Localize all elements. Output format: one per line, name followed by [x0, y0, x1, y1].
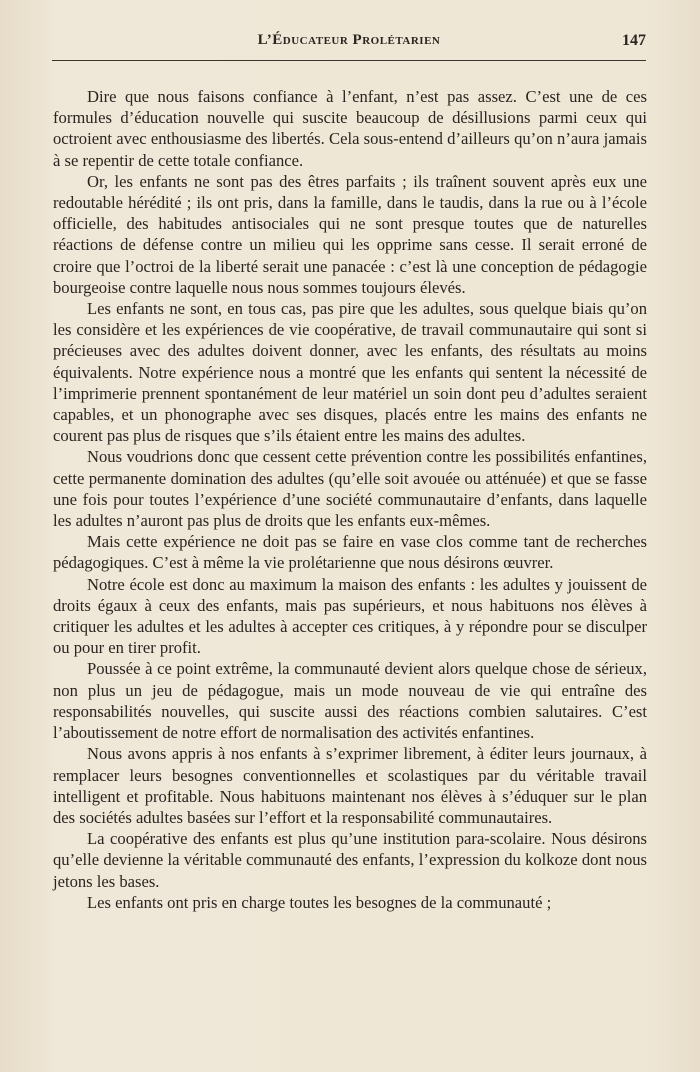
paragraph: Poussée à ce point extrême, la communauté devient alors quelque chose de sérieux, non plus un jeu de pédagogue, mais un mode nouveau de vie qui entraîne des responsabilités nouvelles, qui suscite aussi des réactions combien salutaires. C’est l’aboutissement de notre effort de normalisation des activités enfantines.: [53, 659, 647, 743]
paragraph: Nous voudrions donc que cessent cette prévention contre les possibilités enfantines, cette permanente domination des adultes (qu’elle soit avouée ou atténuée) et que se fasse une fois pour toutes l’expérience d’une société communautaire d’enfants, dans laquelle les adultes n’auront pas plus de droits que les enfants eux-mêmes.: [53, 447, 647, 531]
paragraph: Nous avons appris à nos enfants à s’exprimer librement, à éditer leurs journaux, à remplacer leurs besognes conventionnelles et scolastiques par du véritable travail intelligent et profitable. Nous habituons maintenant nos élèves à s’éduquer sur le plan des sociétés adultes basées sur l’effort et la responsabilité communautaires.: [53, 744, 647, 827]
running-header: [52, 30, 646, 61]
paragraph: Dire que nous faisons confiance à l’enfant, n’est pas assez. C’est une de ces formules d’éducation nouvelle qui suscite beaucoup de désillusions parmi ceux qui octroient avec enthousiasme des libertés. Cela sous-entend d’ailleurs qu’on n’aura jamais à se repentir de cette totale confiance.: [53, 87, 647, 170]
paragraph: La coopérative des enfants est plus qu’une institution para-scolaire. Nous désirons qu’elle devienne la véritable communauté des enfants, l’expression du kolkoze dont nous jetons les bases.: [53, 829, 647, 891]
page-number: 147: [622, 32, 646, 49]
paragraph: Les enfants ont pris en charge toutes les besognes de la communauté ;: [87, 892, 552, 912]
paragraph: Mais cette expérience ne doit pas se faire en vase clos comme tant de recherches pédagogiques. C’est à même la vie prolétarienne que nous désirons œuvrer.: [53, 532, 647, 573]
paragraph: Les enfants ne sont, en tous cas, pas pire que les adultes, sous quelque biais qu’on les considère et les expériences de vie coopérative, de travail communautaire qui sont si précieuses avec des adultes doivent donner, avec les enfants, des résultats au moins équivalents. Notre expérience nous a montré que les enfants qui sentent la nécessité de l’imprimerie prennent spontanément de leur matériel un soin dont peu d’adultes seraient capables, et un phonographe avec ses disques, placés entre les mains des enfants ne courent pas plus de risques que s’ils étaient entre les mains des adultes.: [53, 299, 647, 446]
journal-title: L’Éducateur Prolétarien: [257, 32, 441, 48]
article-body: [53, 86, 647, 913]
paragraph: Notre école est donc au maximum la maison des enfants : les adultes y jouissent de droits égaux à ceux des enfants, mais pas supérieurs, et nous habituons nos élèves à critiquer les adultes et les adultes à accepter ces critiques, à y répondre pour se disculper ou pour en tirer profit.: [53, 574, 647, 658]
paragraph: Or, les enfants ne sont pas des êtres parfaits ; ils traînent souvent après eux une redoutable hérédité ; ils ont pris, dans la famille, dans le taudis, dans la rue ou à l’école officielle, des habitudes antisociales qui ne sont presque toutes que de naturelles réactions de défense contre un milieu qui les opprime sans cesse. Il serait erroné de croire que l’octroi de la liberté serait une panacée : c’est là une conception de pédagogie bourgeoise contre laquelle nous nous sommes toujours élevés.: [53, 171, 647, 297]
